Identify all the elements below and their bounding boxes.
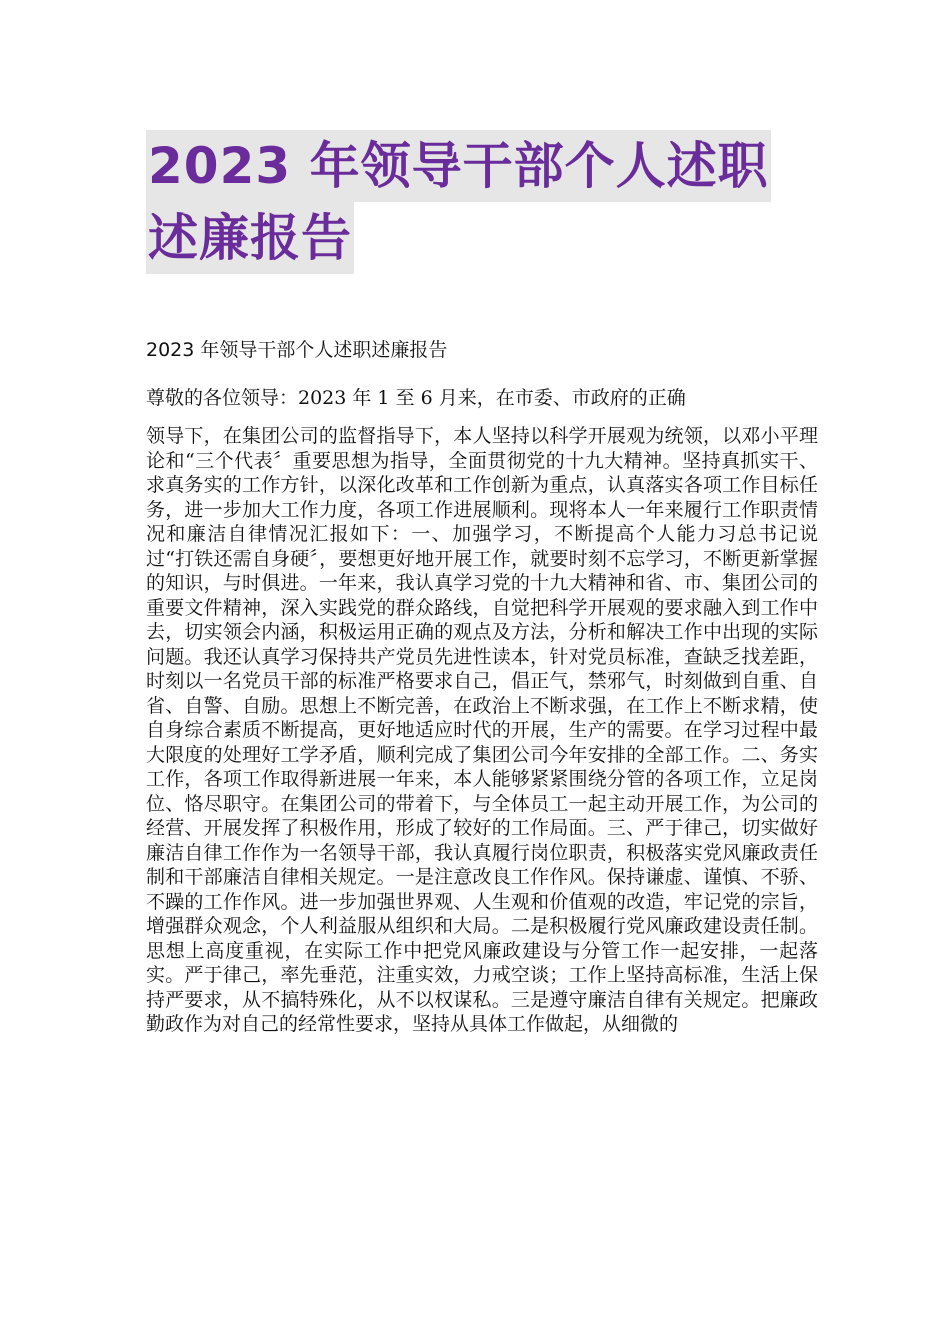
title-line-2: 述廉报告 — [146, 202, 354, 274]
body-paragraph: 领导下，在集团公司的监督指导下，本人坚持以科学开展观为统领，以邓小平理论和“三个代表〞重要思想为指导，全面贯彻党的十九大精神。坚持真抓实干、求真务实的工作方针，以深化改革和工作创新为重点，认真落实各项工作目标任务，进一步加大工作力度，各项工作进展顺利。现将本人一年来履行工作职责情况和廉洁自律情况汇报如下：一、加强学习，不断提高个人能力习总书记说过“打铁还需自身硬〞，要想更好地开展工作，就要时刻不忘学习，不断更新掌握的知识，与时俱进。一年来，我认真学习党的十九大精神和省、市、集团公司的重要文件精神，深入实践党的群众路线，自觉把科学开展观的要求融入到工作中去，切实领会内涵，积极运用正确的观点及方法，分析和解决工作中出现的实际问题。我还认真学习保持共产党员先进性读本，针对党员标准，查缺乏找差距，时刻以一名党员干部的标准严格要求自己，倡正气，禁邪气，时刻做到自重、自省、自警、自励。思想上不断完善，在政治上不断求强，在工作上不断求精，使自身综合素质不断提高，更好地适应时代的开展，生产的需要。在学习过程中最大限度的处理好工学矛盾，顺利完成了集团公司今年安排的全部工作。二、务实工作，各项工作取得新进展一年来，本人能够紧紧围绕分管的各项工作，立足岗位、恪尽职守。在集团公司的带着下，与全体员工一起主动开展工作，为公司的经营、开展发挥了积极作用，形成了较好的工作局面。三、严于律己，切实做好廉洁自律工作作为一名领导干部，我认真履行岗位职责，积极落实党风廉政责任制和干部廉洁自律相关规定。一是注意改良工作作风。保持谦虚、谨慎、不骄、不躁的工作作风。进一步加强世界观、人生观和价值观的改造，牢记党的宗旨，增强群众观念，个人利益服从组织和大局。二是积极履行党风廉政建设责任制。思想上高度重视，在实际工作中把党风廉政建设与分管工作一起安排，一起落实。严于律己，率先垂范，注重实效，力戒空谈；工作上坚持高标准，生活上保持严要求，从不搞特殊化，从不以权谋私。三是遵守廉洁自律有关规定。把廉政勤政作为对自己的经常性要求，坚持从具体工作做起，从细微的 — [146, 425, 818, 1035]
salutation-line: 尊敬的各位领导：2023 年 1 至 6 月来，在市委、市政府的正确 — [146, 387, 686, 409]
document-subtitle: 2023 年领导干部个人述职述廉报告 — [146, 339, 448, 361]
document-title — [146, 130, 826, 274]
title-line-1: 2023 年领导干部个人述职 — [146, 130, 771, 202]
